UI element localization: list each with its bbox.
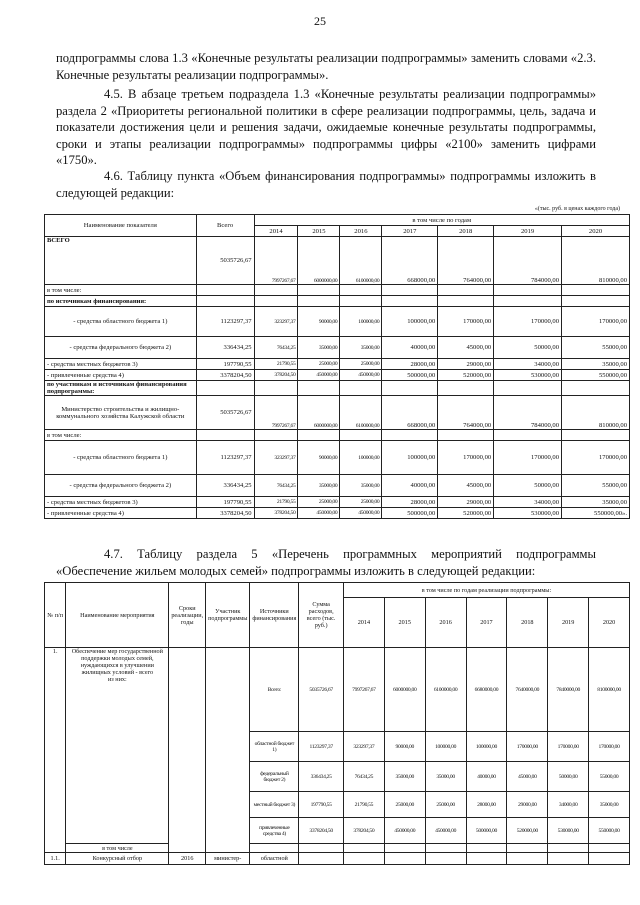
row-value: 530000,00 bbox=[494, 508, 562, 519]
t2-row bbox=[45, 844, 630, 853]
table-row bbox=[45, 396, 630, 430]
row-name: - привлеченные средства 4) bbox=[45, 370, 197, 381]
row-total: 197790,55 bbox=[196, 359, 254, 370]
row-value: 170000,00 bbox=[494, 441, 562, 475]
row-name: ВСЕГО bbox=[45, 237, 197, 285]
row-value: 668000,00 bbox=[382, 237, 438, 285]
row-value: 378204,50 bbox=[254, 508, 298, 519]
row-value: 55000,00 bbox=[562, 475, 630, 497]
t2-value: 25000,00 bbox=[384, 792, 425, 818]
row-value: 25000,00 bbox=[298, 359, 340, 370]
row-name: в том числе: bbox=[45, 430, 197, 441]
row-value: 55000,00 bbox=[562, 337, 630, 359]
paragraph-4-6: 4.6. Таблицу пункта «Объем финансирования подпрограммы» подпрограммы изложить в следующей редакции: bbox=[56, 169, 596, 200]
header-year: 2018 bbox=[438, 226, 494, 237]
t2-header-participant: Участник подпрограммы bbox=[206, 583, 250, 648]
t2-value: 35000,00 bbox=[384, 762, 425, 792]
row-value: 784000,00 bbox=[494, 237, 562, 285]
t2-sub-term: 2016 bbox=[169, 853, 206, 865]
table-row bbox=[45, 237, 630, 285]
t2-value: 35000,00 bbox=[425, 762, 466, 792]
page-number: 25 bbox=[314, 14, 326, 28]
row-value: 170000,00 bbox=[562, 307, 630, 337]
row-total: 197790,55 bbox=[196, 497, 254, 508]
row-value: 668000,00 bbox=[382, 396, 438, 430]
t2-sub-name: Конкурсный отбор bbox=[66, 853, 169, 865]
row-value: 40000,00 bbox=[382, 337, 438, 359]
row-value: 323297,37 bbox=[254, 441, 298, 475]
t2-value: 28000,00 bbox=[466, 792, 507, 818]
t2-body bbox=[45, 648, 630, 865]
t2-empty bbox=[466, 853, 507, 865]
t2-value: 323297,37 bbox=[343, 732, 384, 762]
header-year: 2014 bbox=[254, 226, 298, 237]
t2-header-year: 2020 bbox=[589, 598, 630, 648]
table-row bbox=[45, 337, 630, 359]
t2-value: 520000,00 bbox=[507, 818, 548, 844]
t2-incl-label: в том числе bbox=[66, 844, 169, 853]
t2-empty bbox=[425, 844, 466, 853]
t2-value: 34000,00 bbox=[548, 792, 589, 818]
t2-value: 7640000,00 bbox=[507, 648, 548, 732]
row-value bbox=[298, 381, 340, 396]
row-value: 170000,00 bbox=[438, 307, 494, 337]
t2-source: привлеченные средства 4) bbox=[250, 818, 299, 844]
t2-item-name bbox=[66, 648, 169, 844]
t2-item-name-text: Обеспечение мер государственной поддержки молодых семей, нуждающихся в улучшении жилищных условий - всего bbox=[71, 648, 163, 676]
table-row bbox=[45, 296, 630, 307]
row-value bbox=[298, 430, 340, 441]
t2-value: 45000,00 bbox=[507, 762, 548, 792]
header-total: Всего bbox=[196, 215, 254, 237]
t2-empty bbox=[299, 844, 344, 853]
t2-empty bbox=[343, 853, 384, 865]
row-name: - средства местных бюджетов 3) bbox=[45, 497, 197, 508]
row-value: 100000,00 bbox=[340, 307, 382, 337]
row-total bbox=[196, 430, 254, 441]
row-value bbox=[438, 430, 494, 441]
paragraph-intro: подпрограммы слова 1.3 «Конечные результаты реализации подпрограммы» заменить словами «2.3. Конечные результаты реализации подпрограммы». bbox=[56, 51, 596, 82]
row-value: 378204,50 bbox=[254, 370, 298, 381]
t2-value: 29000,00 bbox=[507, 792, 548, 818]
t2-header-year: 2017 bbox=[466, 598, 507, 648]
row-value: 170000,00 bbox=[438, 441, 494, 475]
table-row bbox=[45, 497, 630, 508]
t2-value: 25000,00 bbox=[425, 792, 466, 818]
row-value: 520000,00 bbox=[438, 370, 494, 381]
row-value bbox=[562, 430, 630, 441]
row-value: 810000,00 bbox=[562, 237, 630, 285]
row-value bbox=[494, 296, 562, 307]
t2-source: Всего: bbox=[250, 648, 299, 732]
t2-value: 100000,00 bbox=[466, 732, 507, 762]
row-value: 7997267,67 bbox=[254, 396, 298, 430]
t2-value: 35000,00 bbox=[589, 792, 630, 818]
row-value: 50000,00 bbox=[494, 475, 562, 497]
row-value: 550000,00». bbox=[562, 508, 630, 519]
row-value bbox=[254, 381, 298, 396]
t2-value: 450000,00 bbox=[384, 818, 425, 844]
t2-value: 6100000,00 bbox=[425, 648, 466, 732]
row-value bbox=[340, 296, 382, 307]
row-value: 34000,00 bbox=[494, 359, 562, 370]
row-value: 90000,00 bbox=[298, 307, 340, 337]
t2-source: областной бюджет 1) bbox=[250, 732, 299, 762]
row-total bbox=[196, 296, 254, 307]
t2-row bbox=[45, 648, 630, 732]
row-value: 35000,00 bbox=[340, 475, 382, 497]
row-value: 764000,00 bbox=[438, 396, 494, 430]
row-value bbox=[562, 381, 630, 396]
row-value: 25000,00 bbox=[298, 497, 340, 508]
row-value: 323297,37 bbox=[254, 307, 298, 337]
t2-value: 90000,00 bbox=[384, 732, 425, 762]
row-value: 530000,00 bbox=[494, 370, 562, 381]
row-value: 35000,00 bbox=[340, 337, 382, 359]
table-row bbox=[45, 307, 630, 337]
t2-value: 500000,00 bbox=[466, 818, 507, 844]
row-name: - средства федерального бюджета 2) bbox=[45, 475, 197, 497]
t2-item-participant bbox=[206, 648, 250, 853]
row-value: 40000,00 bbox=[382, 475, 438, 497]
row-value: 7997267,67 bbox=[254, 237, 298, 285]
header-year: 2019 bbox=[494, 226, 562, 237]
t2-value: 450000,00 bbox=[425, 818, 466, 844]
row-value bbox=[254, 430, 298, 441]
row-value: 50000,00 bbox=[494, 337, 562, 359]
row-name: - привлеченные средства 4) bbox=[45, 508, 197, 519]
row-value: 450000,00 bbox=[340, 370, 382, 381]
row-total: 5035726,67 bbox=[196, 396, 254, 430]
row-value: 35000,00 bbox=[298, 337, 340, 359]
t2-value: 100000,00 bbox=[425, 732, 466, 762]
t2-empty bbox=[425, 853, 466, 865]
header-year: 2016 bbox=[340, 226, 382, 237]
t2-empty bbox=[589, 844, 630, 853]
t2-empty bbox=[299, 853, 344, 865]
row-value: 170000,00 bbox=[562, 441, 630, 475]
row-value: 25000,00 bbox=[340, 359, 382, 370]
row-value: 34000,00 bbox=[494, 497, 562, 508]
row-value bbox=[340, 381, 382, 396]
row-value bbox=[382, 430, 438, 441]
row-value: 100000,00 bbox=[382, 441, 438, 475]
t2-value: 550000,00 bbox=[589, 818, 630, 844]
row-name: по источникам финансирования: bbox=[45, 296, 197, 307]
t2-sub-source: областной bbox=[250, 853, 299, 865]
t2-header-row bbox=[45, 583, 630, 598]
row-value: 76434,25 bbox=[254, 475, 298, 497]
header-year: 2017 bbox=[382, 226, 438, 237]
row-value: 35000,00 bbox=[562, 359, 630, 370]
t2-empty bbox=[384, 844, 425, 853]
row-value: 784000,00 bbox=[494, 396, 562, 430]
row-value bbox=[382, 381, 438, 396]
row-value: 29000,00 bbox=[438, 497, 494, 508]
t2-empty bbox=[589, 853, 630, 865]
t2-empty bbox=[548, 844, 589, 853]
row-value bbox=[438, 381, 494, 396]
t2-value: 7997267,67 bbox=[343, 648, 384, 732]
financing-table bbox=[44, 214, 630, 519]
program-measures-table bbox=[44, 582, 630, 865]
row-value: 28000,00 bbox=[382, 359, 438, 370]
t2-sum: 3378204,50 bbox=[299, 818, 344, 844]
table-row bbox=[45, 285, 630, 296]
header-name: Наименование показателя bbox=[45, 215, 197, 237]
t2-source: федеральный бюджет 2) bbox=[250, 762, 299, 792]
row-name: Министерство строительства и жилищно-коммунального хозяйства Калужской области bbox=[45, 396, 197, 430]
table-row bbox=[45, 359, 630, 370]
table-row bbox=[45, 370, 630, 381]
table-header-row bbox=[45, 215, 630, 226]
t2-header-year: 2014 bbox=[343, 598, 384, 648]
t2-source: местный бюджет 3) bbox=[250, 792, 299, 818]
row-value: 450000,00 bbox=[340, 508, 382, 519]
t2-value: 378204,50 bbox=[343, 818, 384, 844]
t2-empty bbox=[507, 844, 548, 853]
row-total: 5035726,67 bbox=[196, 237, 254, 285]
row-value bbox=[298, 285, 340, 296]
row-value: 21790,55 bbox=[254, 359, 298, 370]
row-value: 45000,00 bbox=[438, 475, 494, 497]
row-value: 550000,00 bbox=[562, 370, 630, 381]
row-value bbox=[340, 430, 382, 441]
t2-item-num: 1. bbox=[45, 648, 66, 853]
t2-value: 7840000,00 bbox=[548, 648, 589, 732]
row-value: 520000,00 bbox=[438, 508, 494, 519]
row-value bbox=[494, 430, 562, 441]
row-value: 764000,00 bbox=[438, 237, 494, 285]
paragraph-4-7: 4.7. Таблицу раздела 5 «Перечень программных мероприятий подпрограммы «Обеспечение жильем молодых семей» подпрограммы изложить в следующей редакции: bbox=[56, 547, 596, 578]
row-name: - средства областного бюджета 1) bbox=[45, 307, 197, 337]
t2-header-terms: Сроки реализации, годы bbox=[169, 583, 206, 648]
row-value bbox=[438, 285, 494, 296]
row-value: 500000,00 bbox=[382, 370, 438, 381]
t2-sum: 336434,25 bbox=[299, 762, 344, 792]
row-value: 450000,00 bbox=[298, 370, 340, 381]
t2-value: 170000,00 bbox=[548, 732, 589, 762]
row-value: 76434,25 bbox=[254, 337, 298, 359]
row-value: 6000000,00 bbox=[298, 396, 340, 430]
t2-header-year: 2015 bbox=[384, 598, 425, 648]
t2-row bbox=[45, 853, 630, 865]
row-total: 3378204,50 bbox=[196, 508, 254, 519]
row-value bbox=[382, 285, 438, 296]
row-name: в том числе: bbox=[45, 285, 197, 296]
row-value bbox=[562, 285, 630, 296]
row-value bbox=[494, 285, 562, 296]
t2-sum: 197790,55 bbox=[299, 792, 344, 818]
t2-empty bbox=[343, 844, 384, 853]
row-value: 90000,00 bbox=[298, 441, 340, 475]
row-value bbox=[298, 296, 340, 307]
t2-header-sum: Сумма расходов, всего (тыс. руб.) bbox=[299, 583, 344, 648]
row-value: 6100000,00 bbox=[340, 237, 382, 285]
row-total bbox=[196, 381, 254, 396]
t2-item-incl: из них: bbox=[107, 676, 127, 683]
t2-header-name: Наименование мероприятия bbox=[66, 583, 169, 648]
row-value bbox=[494, 381, 562, 396]
t2-sum: 5035726,67 bbox=[299, 648, 344, 732]
t2-header-num: № п/п bbox=[45, 583, 66, 648]
row-value: 100000,00 bbox=[382, 307, 438, 337]
row-value: 6000000,00 bbox=[298, 237, 340, 285]
t2-value: 6000000,00 bbox=[384, 648, 425, 732]
row-value: 35000,00 bbox=[298, 475, 340, 497]
row-name: - средства областного бюджета 1) bbox=[45, 441, 197, 475]
table-row bbox=[45, 508, 630, 519]
row-value bbox=[254, 296, 298, 307]
header-incl: в том числе по годам bbox=[254, 215, 629, 226]
table-row bbox=[45, 381, 630, 396]
t2-empty bbox=[384, 853, 425, 865]
header-year: 2020 bbox=[562, 226, 630, 237]
t2-header-incl: в том числе по годам реализации подпрограммы: bbox=[343, 583, 629, 598]
t2-empty bbox=[507, 853, 548, 865]
t2-sub-num: 1.1. bbox=[45, 853, 66, 865]
row-value: 21790,55 bbox=[254, 497, 298, 508]
t2-value: 55000,00 bbox=[589, 762, 630, 792]
t2-value: 40000,00 bbox=[466, 762, 507, 792]
row-value bbox=[340, 285, 382, 296]
row-value: 810000,00 bbox=[562, 396, 630, 430]
row-value: 35000,00 bbox=[562, 497, 630, 508]
t2-value: 21790,55 bbox=[343, 792, 384, 818]
row-total: 1123297,37 bbox=[196, 441, 254, 475]
t2-empty bbox=[250, 844, 299, 853]
t2-item-terms bbox=[169, 648, 206, 853]
row-value: 28000,00 bbox=[382, 497, 438, 508]
t2-value: 530000,00 bbox=[548, 818, 589, 844]
t2-value: 76434,25 bbox=[343, 762, 384, 792]
t2-empty bbox=[466, 844, 507, 853]
row-name: по участникам и источникам финансирования подпрограммы: bbox=[45, 381, 197, 396]
t2-value: 6680000,00 bbox=[466, 648, 507, 732]
row-total: 336434,25 bbox=[196, 337, 254, 359]
t2-empty bbox=[548, 853, 589, 865]
t2-header-year: 2018 bbox=[507, 598, 548, 648]
t2-value: 8100000,00 bbox=[589, 648, 630, 732]
row-value: 170000,00 bbox=[494, 307, 562, 337]
units-note: «(тыс. руб. в ценах каждого года) bbox=[534, 206, 620, 212]
t2-value: 170000,00 bbox=[507, 732, 548, 762]
t2-header-source: Источники финансирования bbox=[250, 583, 299, 648]
table-row bbox=[45, 441, 630, 475]
table-row bbox=[45, 430, 630, 441]
t2-value: 50000,00 bbox=[548, 762, 589, 792]
row-total: 336434,25 bbox=[196, 475, 254, 497]
t2-header-year: 2019 bbox=[548, 598, 589, 648]
row-total: 3378204,50 bbox=[196, 370, 254, 381]
row-value: 450000,00 bbox=[298, 508, 340, 519]
row-total: 1123297,37 bbox=[196, 307, 254, 337]
t2-value: 170000,00 bbox=[589, 732, 630, 762]
row-value: 29000,00 bbox=[438, 359, 494, 370]
row-value: 45000,00 bbox=[438, 337, 494, 359]
row-value: 500000,00 bbox=[382, 508, 438, 519]
row-value bbox=[562, 296, 630, 307]
row-total bbox=[196, 285, 254, 296]
row-name: - средства федерального бюджета 2) bbox=[45, 337, 197, 359]
t2-sub-participant: министер- bbox=[206, 853, 250, 865]
header-year: 2015 bbox=[298, 226, 340, 237]
row-value: 6100000,00 bbox=[340, 396, 382, 430]
t2-header-year: 2016 bbox=[425, 598, 466, 648]
row-value bbox=[254, 285, 298, 296]
row-value bbox=[382, 296, 438, 307]
financing-table-body bbox=[45, 237, 630, 519]
row-value: 100000,00 bbox=[340, 441, 382, 475]
t2-sum: 1123297,37 bbox=[299, 732, 344, 762]
table-row bbox=[45, 475, 630, 497]
row-value: 25000,00 bbox=[340, 497, 382, 508]
row-name: - средства местных бюджетов 3) bbox=[45, 359, 197, 370]
paragraph-4-5: 4.5. В абзаце третьем подраздела 1.3 «Конечные результаты реализации подпрограммы» раздела 2 «Приоритеты региональной политики в сфере реализации подпрограммы, цель, задача и показатели достижения цели и решения задачи, ожидаемые конечные результаты подпрограммы, сроки и этапы реализации подпрограммы» подпрограммы цифры «2100» заменить цифрами «1750». bbox=[56, 87, 596, 167]
row-value bbox=[438, 296, 494, 307]
